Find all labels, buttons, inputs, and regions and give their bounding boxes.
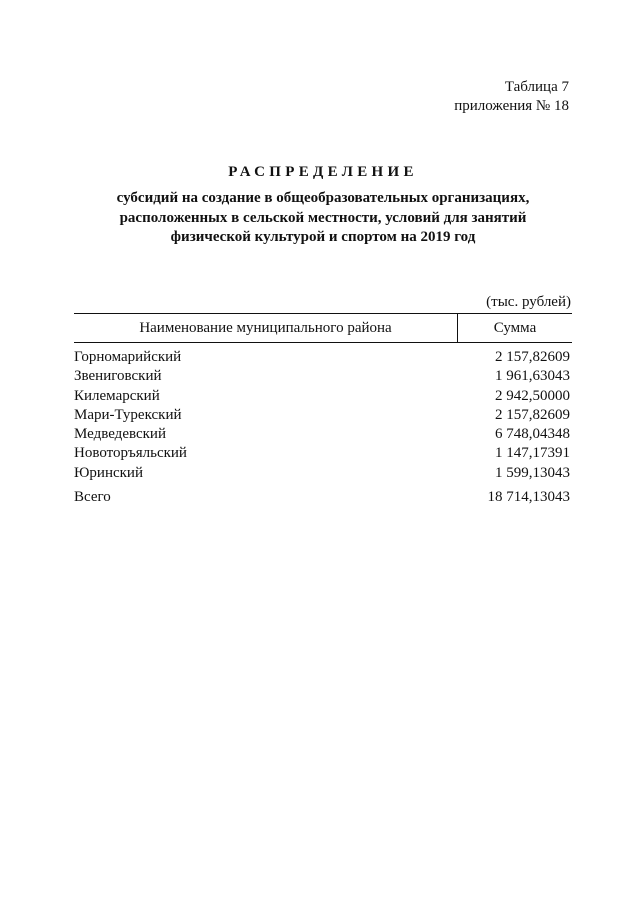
district-sum: 2 157,82609	[495, 349, 570, 365]
district-name: Юринский	[74, 464, 143, 481]
district-sum: 1 599,13043	[495, 464, 570, 481]
district-name: Медведевский	[74, 426, 166, 443]
table-row	[74, 444, 572, 463]
district-name: Килемарский	[74, 387, 160, 404]
district-sum: 6 748,04348	[495, 426, 570, 443]
table-row	[74, 348, 572, 367]
column-header-district: Наименование муниципального района	[74, 314, 458, 342]
table-header	[74, 313, 572, 343]
units-label: (тыс. рублей)	[486, 294, 571, 310]
subtitle-line: субсидий на создание в общеобразовательных организациях,	[116, 190, 530, 206]
district-name: Звениговский	[74, 368, 162, 385]
table-row	[74, 464, 572, 483]
total-sum: 18 714,13043	[487, 489, 570, 505]
total-label: Всего	[74, 489, 111, 505]
district-name: Мари-Турекский	[74, 406, 182, 423]
district-name: Новоторъяльский	[74, 445, 187, 462]
table-row	[74, 367, 572, 386]
table-number: Таблица 7	[504, 79, 569, 95]
subtitle-line: расположенных в сельской местности, условий для занятий	[119, 209, 527, 226]
district-sum: 2 157,82609	[495, 406, 570, 423]
document-title: РАСПРЕДЕЛЕНИЕ	[228, 164, 418, 180]
district-sum: 1 961,63043	[495, 368, 570, 385]
appendix-number: приложения № 18	[454, 98, 569, 114]
subtitle-line: физической культурой и спортом на 2019 год	[170, 229, 476, 245]
document-subtitle	[74, 189, 572, 248]
total-row	[74, 487, 572, 507]
table-row	[74, 406, 572, 425]
table-row	[74, 387, 572, 406]
column-header-sum: Сумма	[493, 320, 537, 336]
district-sum: 2 942,50000	[495, 387, 570, 404]
district-sum: 1 147,17391	[495, 445, 570, 462]
table-body	[74, 348, 572, 483]
district-name: Горномарийский	[74, 349, 182, 365]
table-reference	[454, 78, 569, 116]
table-row	[74, 425, 572, 444]
